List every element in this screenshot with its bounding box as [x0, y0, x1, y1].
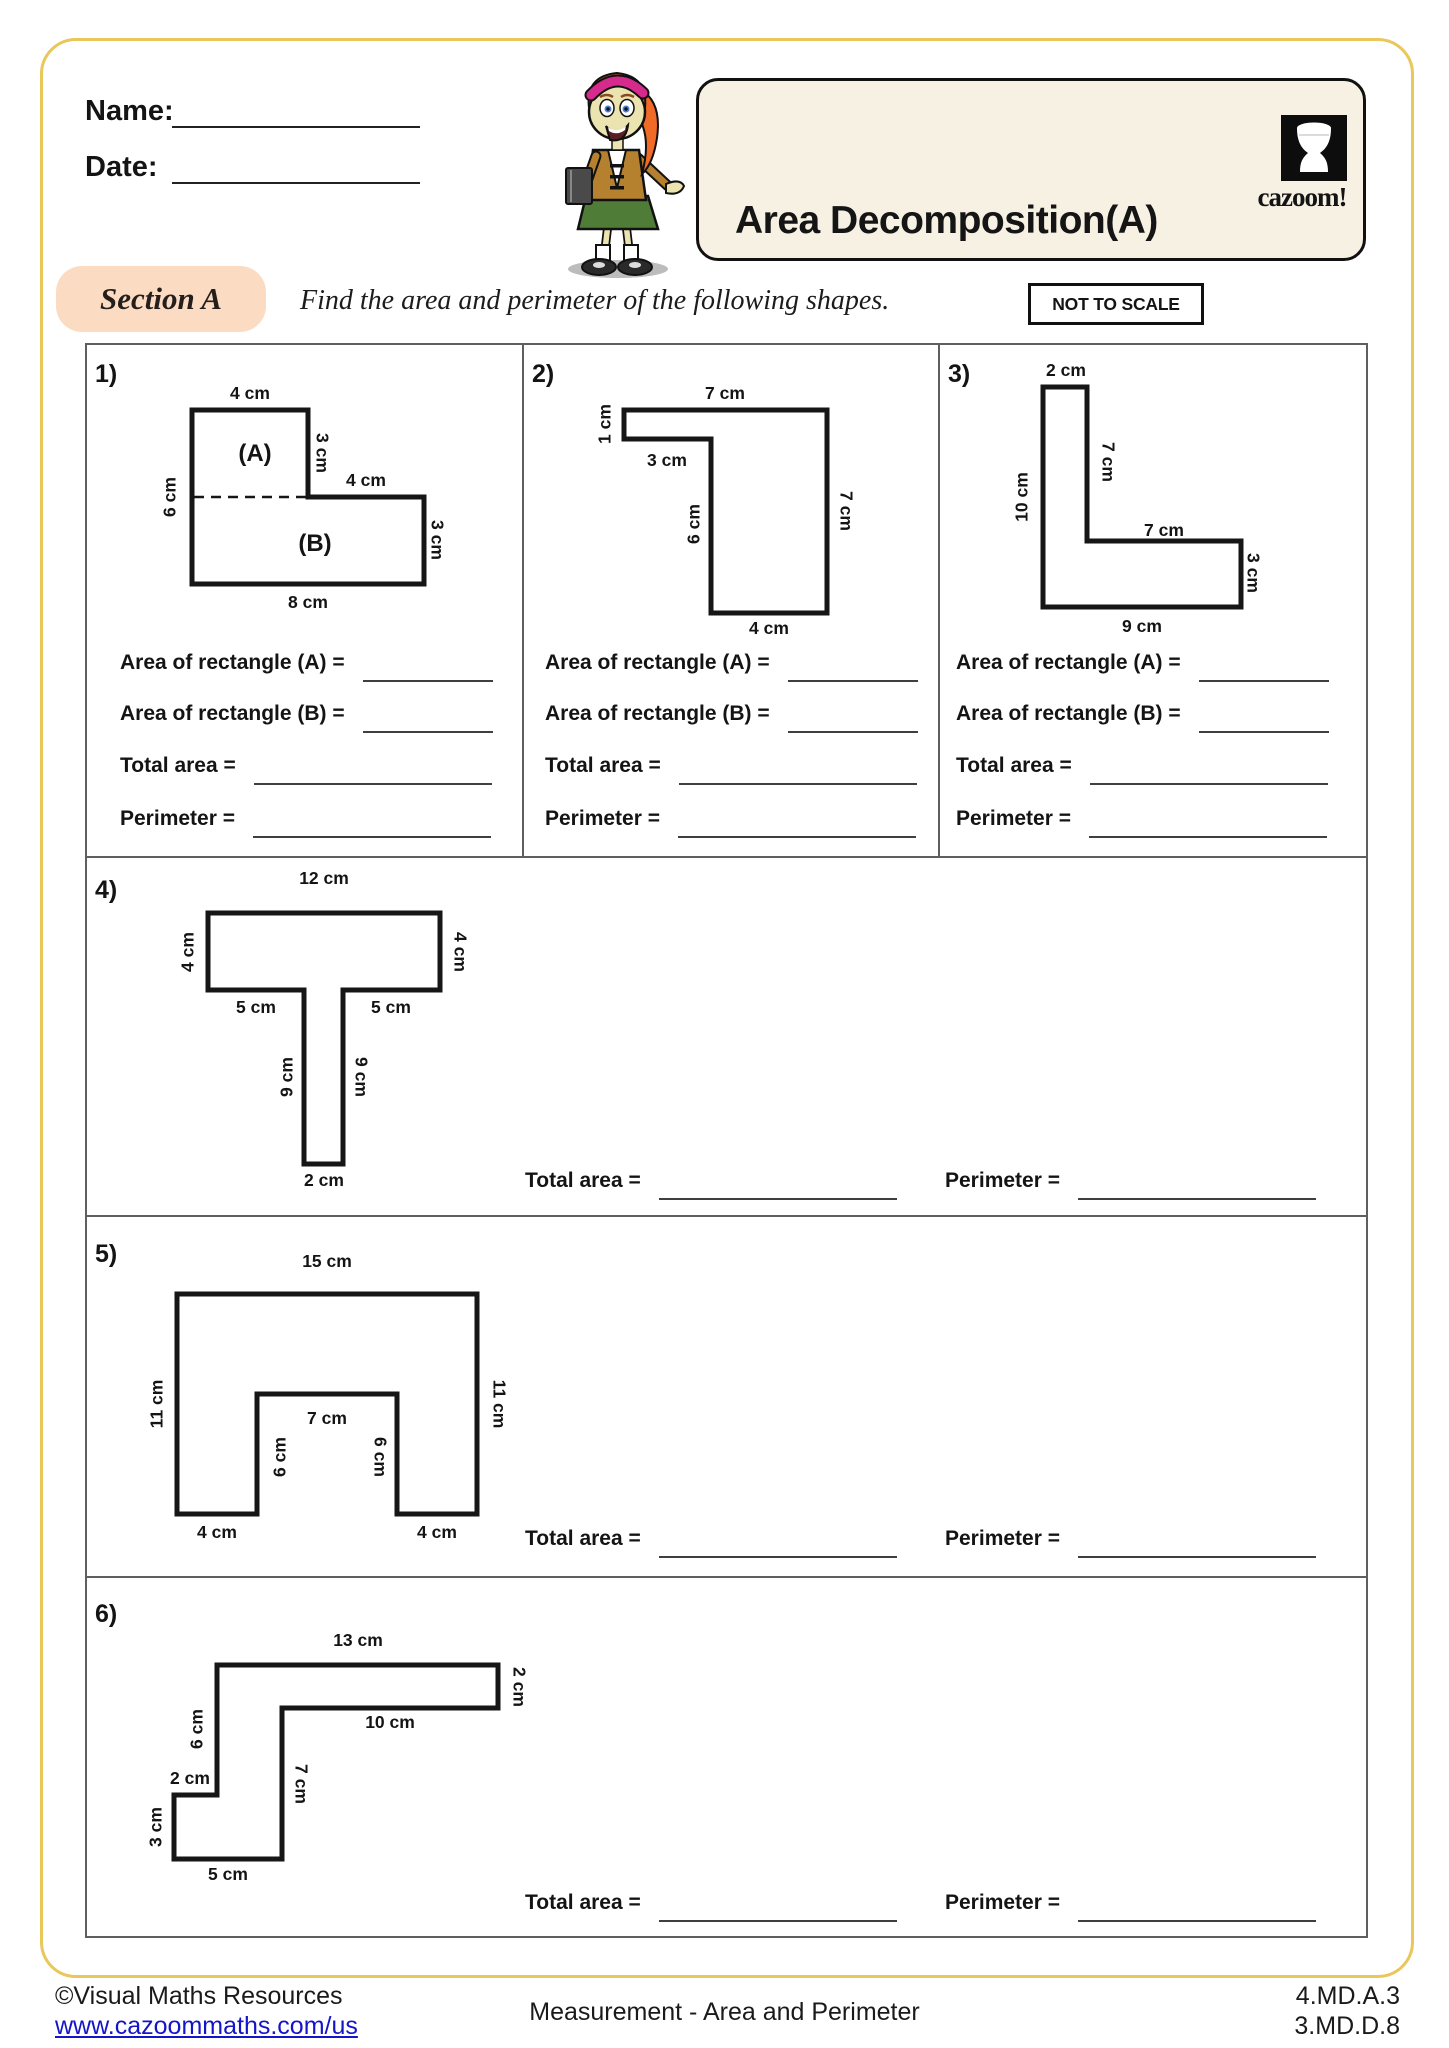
q4-dim-stem-left: 9 cm: [276, 1057, 297, 1097]
q4-dim-stem-right: 9 cm: [351, 1057, 372, 1097]
q1-number: 1): [95, 360, 118, 388]
q1-rect-b-label: (B): [298, 530, 332, 557]
q4-shape: [204, 909, 444, 1169]
q2-area-b-blank[interactable]: [788, 701, 918, 733]
q4-perimeter-blank[interactable]: [1078, 1168, 1316, 1200]
footer-standard-2: 3.MD.D.8: [1294, 2012, 1400, 2040]
q2-dim-inner-h: 3 cm: [647, 450, 687, 470]
q2-number: 2): [532, 360, 555, 388]
q2-area-a-blank[interactable]: [788, 650, 918, 682]
q6-dim-lower-left: 3 cm: [145, 1807, 166, 1847]
q1-rect-a-label: (A): [238, 440, 272, 467]
q1-area-a-blank[interactable]: [363, 650, 493, 682]
grid-row-divider-3: [85, 1576, 1368, 1578]
q3-total-area-blank[interactable]: [1090, 753, 1328, 785]
page-title: Area Decomposition(A): [735, 199, 1158, 242]
q6-dim-step: 2 cm: [170, 1768, 210, 1788]
q6-dim-top: 13 cm: [333, 1630, 383, 1650]
q6-dim-right: 2 cm: [509, 1667, 530, 1707]
q3-area-a-label: Area of rectangle (A) =: [956, 651, 1181, 674]
q4-dim-under-right: 5 cm: [371, 997, 411, 1017]
grid-col-divider-1: [522, 343, 524, 856]
instruction-text: Find the area and perimeter of the following shapes.: [300, 285, 890, 316]
q6-dim-upper-left: 6 cm: [186, 1709, 207, 1749]
q6-total-area-label: Total area =: [525, 1891, 641, 1914]
q6-total-area-blank[interactable]: [659, 1890, 897, 1922]
q6-shape: [170, 1661, 504, 1865]
q2-dim-bottom: 4 cm: [749, 618, 789, 638]
q3-dim-left: 10 cm: [1011, 472, 1032, 522]
q3-total-area-label: Total area =: [956, 754, 1072, 777]
q4-dim-left: 4 cm: [177, 932, 198, 972]
date-line[interactable]: [172, 182, 420, 184]
q3-perimeter-blank[interactable]: [1089, 806, 1327, 838]
footer-copyright: ©Visual Maths Resources: [55, 1982, 343, 2010]
q4-total-area-label: Total area =: [525, 1169, 641, 1192]
q1-area-a-label: Area of rectangle (A) =: [120, 651, 345, 674]
q2-shape: [620, 406, 832, 618]
q3-area-a-blank[interactable]: [1199, 650, 1329, 682]
q2-area-a-label: Area of rectangle (A) =: [545, 651, 770, 674]
q3-perimeter-label: Perimeter =: [956, 807, 1071, 830]
q4-dim-top: 12 cm: [299, 868, 349, 888]
grid-row-divider-1: [85, 856, 1368, 858]
date-label: Date:: [85, 151, 158, 183]
q1-dim-bottom: 8 cm: [288, 592, 328, 612]
q2-perimeter-label: Perimeter =: [545, 807, 660, 830]
q1-total-area-blank[interactable]: [254, 753, 492, 785]
name-label: Name:: [85, 95, 174, 127]
q1-area-b-blank[interactable]: [363, 701, 493, 733]
footer-subject: Measurement - Area and Perimeter: [529, 1998, 920, 2026]
section-a-label: Section A: [99, 281, 222, 316]
q5-perimeter-blank[interactable]: [1078, 1526, 1316, 1558]
q1-dim-side-a: 3 cm: [312, 433, 333, 473]
q6-dim-bottom: 5 cm: [208, 1864, 248, 1884]
q5-dim-bottom-left: 4 cm: [197, 1522, 237, 1542]
q5-dim-right: 11 cm: [489, 1379, 510, 1429]
section-a-pill: [56, 266, 266, 332]
q4-dim-under-left: 5 cm: [236, 997, 276, 1017]
q3-area-b-label: Area of rectangle (B) =: [956, 702, 1181, 725]
q3-shape: [1039, 383, 1249, 615]
q4-number: 4): [95, 876, 118, 904]
q6-perimeter-label: Perimeter =: [945, 1891, 1060, 1914]
q6-dim-under: 10 cm: [365, 1712, 415, 1732]
not-to-scale-badge: NOT TO SCALE: [1028, 283, 1204, 325]
cazoom-logo-icon: [1281, 115, 1347, 181]
q5-total-area-label: Total area =: [525, 1527, 641, 1550]
q6-dim-inner-v: 7 cm: [291, 1764, 312, 1804]
q5-total-area-blank[interactable]: [659, 1526, 897, 1558]
q5-dim-notch-left: 6 cm: [269, 1437, 290, 1477]
q1-perimeter-blank[interactable]: [253, 806, 491, 838]
q1-dim-side-b: 3 cm: [427, 520, 448, 560]
grid-col-divider-2: [938, 343, 940, 856]
q1-dim-left: 6 cm: [159, 477, 180, 517]
q3-dim-bottom: 9 cm: [1122, 616, 1162, 636]
q2-total-area-label: Total area =: [545, 754, 661, 777]
q5-dim-bottom-right: 4 cm: [417, 1522, 457, 1542]
q3-number: 3): [948, 360, 971, 388]
footer-link[interactable]: www.cazoommaths.com/us: [55, 2012, 358, 2040]
q1-perimeter-label: Perimeter =: [120, 807, 235, 830]
q5-perimeter-label: Perimeter =: [945, 1527, 1060, 1550]
q2-dim-left-top: 1 cm: [594, 404, 615, 444]
q5-dim-notch-right: 6 cm: [370, 1437, 391, 1477]
q2-perimeter-blank[interactable]: [678, 806, 916, 838]
cazoom-logo-text: cazoom!: [1257, 182, 1347, 212]
q3-area-b-blank[interactable]: [1199, 701, 1329, 733]
q3-dim-right: 3 cm: [1243, 553, 1264, 593]
q4-total-area-blank[interactable]: [659, 1168, 897, 1200]
q5-shape: [173, 1290, 485, 1522]
q2-dim-top: 7 cm: [705, 383, 745, 403]
q5-dim-notch-top: 7 cm: [307, 1408, 347, 1428]
q2-dim-right: 7 cm: [836, 491, 857, 531]
grid-row-divider-2: [85, 1215, 1368, 1217]
q1-area-b-label: Area of rectangle (B) =: [120, 702, 345, 725]
q1-total-area-label: Total area =: [120, 754, 236, 777]
q5-number: 5): [95, 1240, 118, 1268]
q1-shape: [188, 406, 428, 588]
q2-total-area-blank[interactable]: [679, 753, 917, 785]
name-line[interactable]: [172, 126, 420, 128]
q6-perimeter-blank[interactable]: [1078, 1890, 1316, 1922]
q6-number: 6): [95, 1600, 118, 1628]
q4-dim-right: 4 cm: [450, 932, 471, 972]
q1-dim-step: 4 cm: [346, 470, 386, 490]
title-box: [696, 78, 1366, 261]
student-illustration: [538, 46, 700, 281]
q3-dim-inner-v: 7 cm: [1098, 442, 1119, 482]
q2-dim-inner-v: 6 cm: [683, 504, 704, 544]
q3-dim-inner-h: 7 cm: [1144, 520, 1184, 540]
q4-dim-bottom: 2 cm: [304, 1170, 344, 1190]
q5-dim-top: 15 cm: [302, 1251, 352, 1271]
footer-standard-1: 4.MD.A.3: [1295, 1982, 1400, 2010]
q1-dim-top: 4 cm: [230, 383, 270, 403]
q5-dim-left: 11 cm: [146, 1379, 167, 1429]
q4-perimeter-label: Perimeter =: [945, 1169, 1060, 1192]
q3-dim-top: 2 cm: [1046, 360, 1086, 380]
q2-area-b-label: Area of rectangle (B) =: [545, 702, 770, 725]
